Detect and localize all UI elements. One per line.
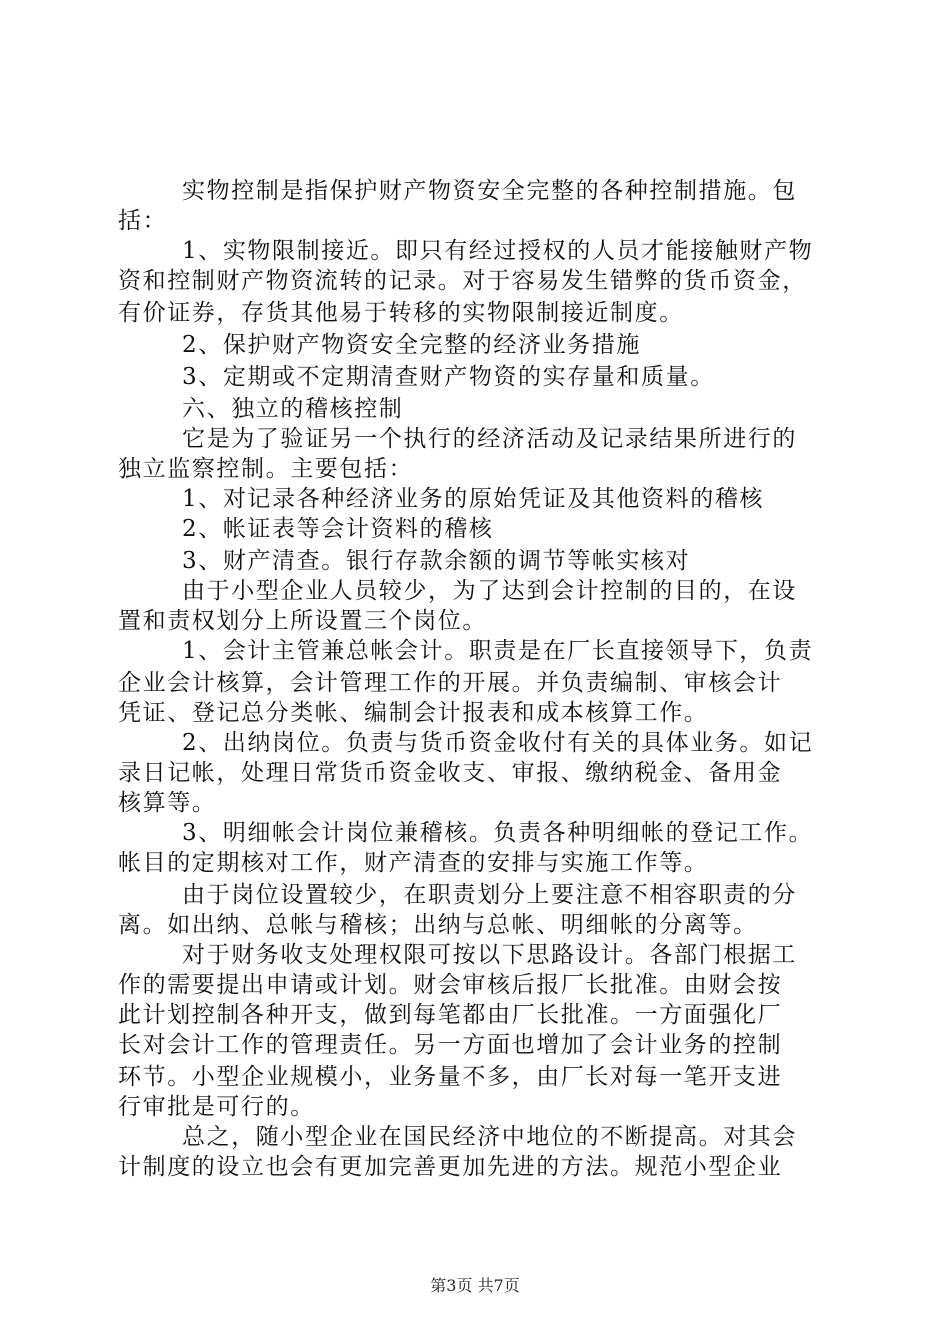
- text-line: 由于岗位设置较少，在职责划分上要注意不相容职责的分: [182, 882, 797, 908]
- text-line: 计制度的设立也会有更加完善更加先进的方法。规范小型企业: [118, 1154, 783, 1180]
- text-line: 2、出纳岗位。负责与货币资金收付有关的具体业务。如记: [182, 730, 814, 756]
- text-line: 括：: [118, 208, 168, 234]
- text-line: 有价证券，存货其他易于转移的实物限制接近制度。: [118, 300, 684, 326]
- text-line: 行审批是可行的。: [118, 1094, 315, 1120]
- text-line: 2、帐证表等会计资料的稽核: [182, 516, 494, 542]
- text-line: 凭证、登记总分类帐、编制会计报表和成本核算工作。: [118, 700, 709, 726]
- text-line: 它是为了验证另一个执行的经济活动及记录结果所进行的: [182, 426, 797, 452]
- text-line: 2、保护财产物资安全完整的经济业务措施: [182, 332, 642, 358]
- text-line: 长对会计工作的管理责任。另一方面也增加了会计业务的控制: [118, 1032, 783, 1058]
- text-line: 实物控制是指保护财产物资安全完整的各种控制措施。包: [182, 178, 797, 204]
- text-line: 置和责权划分上所设置三个岗位。: [118, 608, 487, 634]
- text-line: 1、会计主管兼总帐会计。职责是在厂长直接领导下，负责: [182, 638, 814, 664]
- text-line: 此计划控制各种开支，做到每笔都由厂长批准。一方面强化厂: [118, 1002, 783, 1028]
- text-line: 录日记帐，处理日常货币资金收支、审报、缴纳税金、备用金: [118, 760, 783, 786]
- text-line: 对于财务收支处理权限可按以下思路设计。各部门根据工: [182, 942, 797, 968]
- text-line: 独立监察控制。主要包括：: [118, 456, 414, 482]
- text-line: 离。如出纳、总帐与稽核；出纳与总帐、明细帐的分离等。: [118, 912, 758, 938]
- text-line: 3、定期或不定期清查财产物资的实存量和质量。: [182, 364, 715, 390]
- text-line: 帐目的定期核对工作，财产清查的安排与实施工作等。: [118, 850, 709, 876]
- text-line: 作的需要提出申请或计划。财会审核后报厂长批准。由财会按: [118, 972, 783, 998]
- text-line: 六、独立的稽核控制: [182, 396, 404, 422]
- text-line: 环节。小型企业规模小，业务量不多，由厂长对每一笔开支进: [118, 1064, 783, 1090]
- text-line: 1、对记录各种经济业务的原始凭证及其他资料的稽核: [182, 486, 765, 512]
- page-footer: 第3页 共7页: [430, 1276, 520, 1295]
- text-line: 企业会计核算，会计管理工作的开展。并负责编制、审核会计: [118, 670, 783, 696]
- text-line: 资和控制财产物资流转的记录。对于容易发生错弊的货币资金，: [118, 268, 807, 294]
- text-line: 由于小型企业人员较少，为了达到会计控制的目的，在设: [182, 578, 797, 604]
- text-line: 3、明细帐会计岗位兼稽核。负责各种明细帐的登记工作。: [182, 820, 814, 846]
- text-line: 核算等。: [118, 790, 217, 816]
- text-line: 3、财产清查。银行存款余额的调节等帐实核对: [182, 548, 691, 574]
- text-line: 1、实物限制接近。即只有经过授权的人员才能接触财产物: [182, 238, 814, 264]
- text-line: 总之，随小型企业在国民经济中地位的不断提高。对其会: [182, 1124, 797, 1150]
